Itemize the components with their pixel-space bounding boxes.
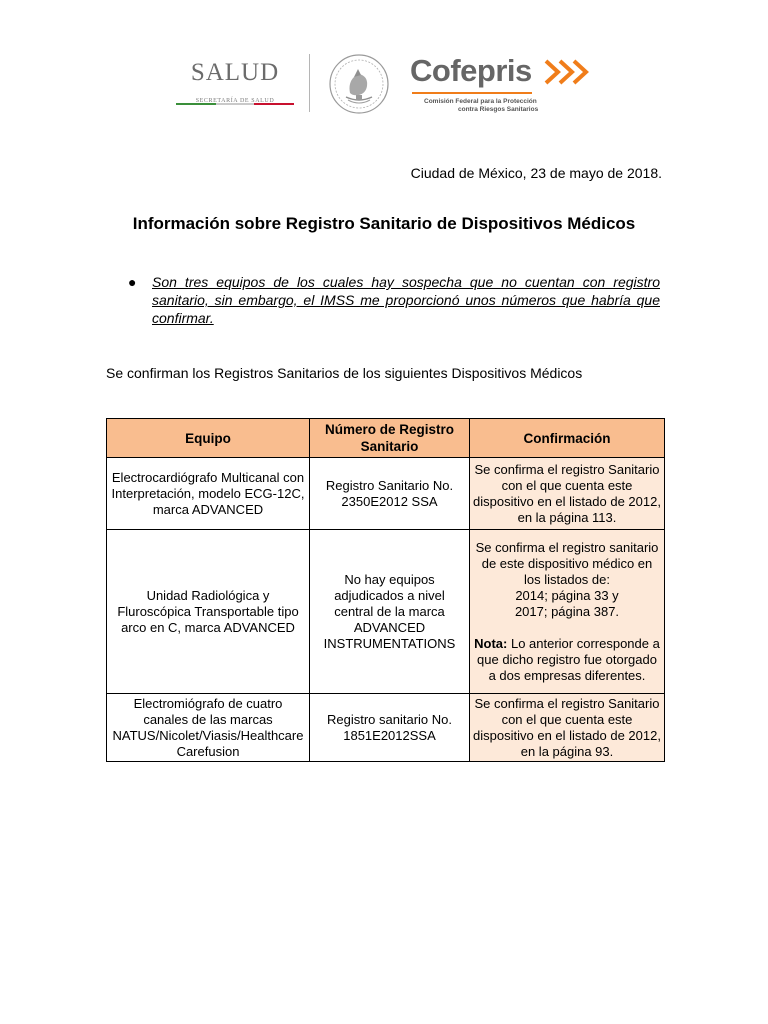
cofepris-logo-text: Cofepris [410, 53, 532, 88]
cofepris-subtitle-line2: contra Riesgos Sanitarios [458, 106, 539, 113]
cell-confirmacion: Se confirma el registro Sanitario con el que cuenta este dispositivo en el listado de 2012, en la página 93. [470, 694, 665, 762]
cell-registro: Registro Sanitario No. 2350E2012 SSA [310, 458, 470, 530]
cofepris-logo [410, 52, 600, 117]
nota-text: Lo anterior corresponde a que dicho registro fue otorgado a dos empresas diferentes. [477, 635, 660, 683]
table-header-row [107, 419, 665, 458]
intro-paragraph: Se confirman los Registros Sanitarios de los siguientes Dispositivos Médicos [106, 365, 583, 381]
cell-equipo: Electrocardiógrafo Multicanal con Interpretación, modelo ECG-12C, marca ADVANCED [107, 458, 310, 530]
cofepris-logo-rule [412, 92, 532, 94]
salud-logo [170, 58, 300, 108]
table-row [107, 530, 665, 694]
cell-equipo: Electromiógrafo de cuatro canales de las marcas NATUS/Nicolet/Viasis/Healthcare Carefusion [107, 694, 310, 762]
mexican-coat-of-arms-seal-icon [328, 53, 390, 115]
spacer [473, 620, 661, 636]
column-header-equipo: Equipo [107, 419, 310, 458]
salud-logo-text: SALUD [190, 59, 280, 86]
salud-logo-subtitle: SECRETARÍA DE SALUD [195, 98, 275, 104]
cell-equipo: Unidad Radiológica y Fluroscópica Transportable tipo arco en C, marca ADVANCED [107, 530, 310, 694]
cell-confirmacion [470, 530, 665, 694]
bullet-point [128, 273, 660, 327]
confirmacion-line: 2014; página 33 y [515, 587, 619, 603]
devices-table [106, 418, 665, 762]
logo-divider [309, 54, 310, 112]
column-header-confirmacion: Confirmación [470, 419, 665, 458]
nota-label: Nota: [474, 635, 508, 651]
salud-logo-rule [176, 92, 294, 94]
bullet-text: Son tres equipos de los cuales hay sospecha que no cuentan con registro sanitario, sin embargo, el IMSS me proporcionó unos números que habría que confirmar. [152, 274, 660, 326]
cell-registro: Registro sanitario No. 1851E2012SSA [310, 694, 470, 762]
document-title: Información sobre Registro Sanitario de Dispositivos Médicos [132, 214, 636, 233]
confirmacion-line: Se confirma el registro sanitario de este dispositivo médico en los listados de: [475, 539, 659, 587]
bullet-icon: ● [128, 274, 137, 290]
cofepris-subtitle-line1: Comisión Federal para la Protección [424, 98, 537, 105]
table-row [107, 694, 665, 762]
table-row [107, 458, 665, 530]
cell-confirmacion: Se confirma el registro Sanitario con el que cuenta este dispositivo en el listado de 2012, en la página 113. [470, 458, 665, 530]
column-header-registro: Número de Registro Sanitario [310, 419, 470, 458]
double-arrow-icon [543, 58, 593, 86]
confirmacion-line: 2017; página 387. [514, 603, 620, 619]
document-date: Ciudad de México, 23 de mayo de 2018. [410, 165, 662, 181]
cell-registro: No hay equipos adjudicados a nivel central de la marca ADVANCED INSTRUMENTATIONS [310, 530, 470, 694]
nota-paragraph [473, 636, 661, 684]
